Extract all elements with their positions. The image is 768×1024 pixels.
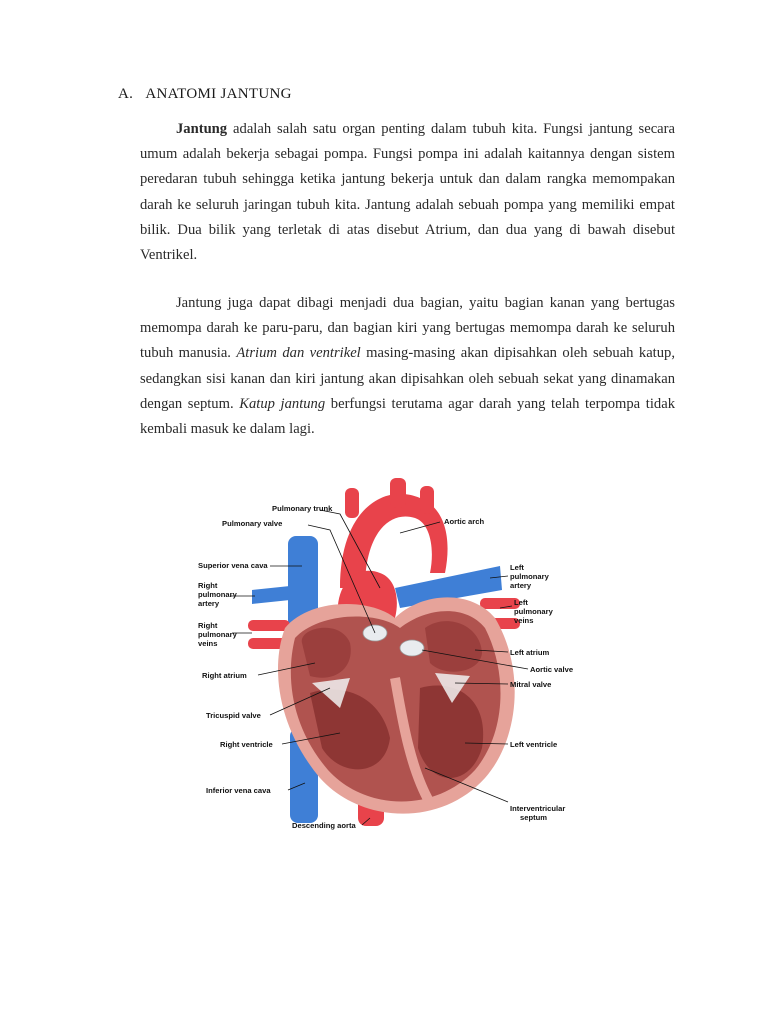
paragraph-2-text-start: Jantung juga dapat dibagi menjadi dua bagian, yaitu bagian kanan yang bertugas memompa darah ke paru-paru, dan bagian kiri yang bertugas memompa darah ke seluruh tubuh manusia. — [140, 295, 675, 362]
aorta-branch-3 — [420, 486, 434, 514]
label-right-pulmonary-artery-3: artery — [198, 599, 220, 608]
label-tricuspid-valve: Tricuspid valve — [206, 711, 261, 720]
paragraph-1 — [140, 117, 675, 268]
label-aortic-valve: Aortic valve — [530, 665, 574, 674]
label-aortic-arch: Aortic arch — [444, 517, 485, 526]
label-right-pulmonary-veins-3: veins — [198, 639, 218, 648]
label-right-pulmonary-veins-2: pulmonary — [198, 630, 237, 639]
label-pulmonary-trunk: Pulmonary trunk — [272, 504, 333, 513]
label-left-pulmonary-artery-1: Left — [510, 563, 524, 572]
label-mitral-valve: Mitral valve — [510, 680, 552, 689]
paragraph-2-text-end: berfungsi terutama agar darah yang telah terpompa tidak kembali masuk ke dalam lagi. — [140, 395, 675, 438]
italic-atrium-ventrikel: Atrium dan ventrikel — [236, 345, 361, 362]
label-interventricular-septum-1: Interventricular — [510, 804, 566, 813]
label-left-pulmonary-artery-3: artery — [510, 581, 532, 590]
label-inferior-vena-cava: Inferior vena cava — [206, 786, 271, 795]
label-interventricular-septum-2: septum — [520, 813, 548, 822]
label-right-pulmonary-veins-1: Right — [198, 621, 218, 630]
paragraph-1-text: adalah salah satu organ penting dalam tubuh kita. Fungsi jantung secara umum adalah bekerja sebagai pompa. Fungsi pompa ini adalah kaitannya dengan sistem peredaran tubuh sehingga ketika jantung bekerja untuk dan dalam rangka memompakan darah ke seluruh jaringan tubuh kita. Jantung adalah sebuah pompa yang memiliki empat bilik. Dua bilik yang terletak di atas disebut Atrium, dan dua yang di bawah disebut Ventrikel. — [140, 121, 675, 264]
aorta-branch-2 — [390, 478, 406, 508]
label-left-pulmonary-veins-1: Left — [514, 598, 528, 607]
right-pulmonary-artery-shape — [252, 586, 290, 604]
label-right-ventricle: Right ventricle — [220, 740, 273, 749]
label-left-pulmonary-artery-2: pulmonary — [510, 572, 549, 581]
label-pulmonary-valve: Pulmonary valve — [222, 519, 283, 528]
label-left-pulmonary-veins-2: pulmonary — [514, 607, 553, 616]
label-right-atrium: Right atrium — [202, 671, 247, 680]
label-left-atrium: Left atrium — [510, 648, 550, 657]
label-descending-aorta: Descending aorta — [292, 821, 356, 830]
section-title: ANATOMI JANTUNG — [145, 86, 292, 102]
aorta-branch-1 — [345, 488, 359, 518]
right-pulmonary-vein-1 — [248, 620, 290, 631]
label-left-ventricle: Left ventricle — [510, 740, 558, 749]
heart-anatomy-figure — [190, 478, 590, 838]
paragraph-2-text-mid: masing-masing akan dipisahkan oleh sebuah katup, sedangkan sisi kanan dan kiri jantung akan dipisahkan oleh sebuah sekat yang dinamakan dengan septum. — [140, 345, 675, 412]
label-left-pulmonary-veins-3: veins — [514, 616, 534, 625]
bold-term-jantung: Jantung — [176, 121, 228, 137]
label-superior-vena-cava: Superior vena cava — [198, 561, 268, 570]
label-right-pulmonary-artery-1: Right — [198, 581, 218, 590]
section-heading — [118, 86, 292, 103]
heart-diagram — [190, 478, 590, 838]
italic-katup-jantung: Katup jantung — [239, 395, 326, 412]
label-right-pulmonary-artery-2: pulmonary — [198, 590, 237, 599]
section-number: A. — [118, 86, 134, 102]
paragraph-2 — [140, 291, 675, 442]
aortic-valve-shape — [400, 640, 424, 656]
